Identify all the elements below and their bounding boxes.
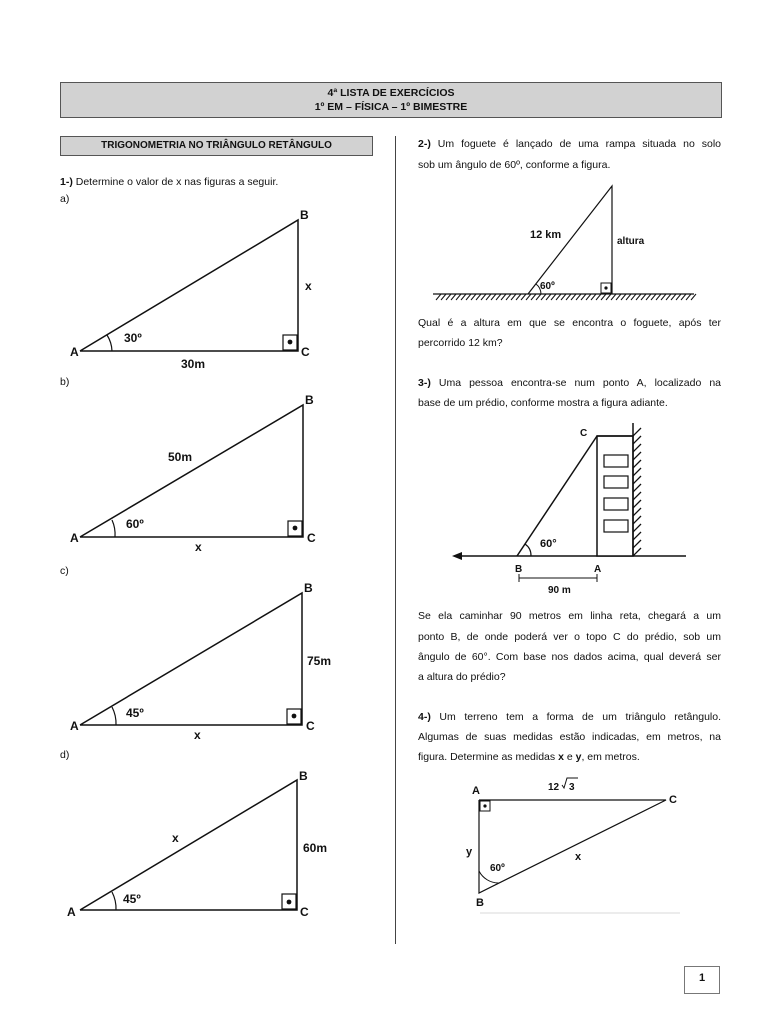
ground-hatch-mark (636, 294, 641, 300)
ground-hatch-mark (461, 294, 466, 300)
ground-hatch-mark (521, 294, 526, 300)
q1-fig-d-label: d) (60, 749, 70, 761)
ground-hatch-mark (561, 294, 566, 300)
ground-hatch-mark (646, 294, 651, 300)
q1-text: Determine o valor de x nas figuras a seguir. (72, 176, 279, 188)
fig-b-vertex-a: A (70, 531, 79, 545)
ground-hatch-mark (616, 294, 621, 300)
wall-hatch-mark (633, 492, 641, 500)
ground-hatch-mark (631, 294, 636, 300)
q3-text-line3: ângulo de 60°. Com base nos dados acima, qual deverá ser (418, 651, 721, 663)
ground-hatch-mark (496, 294, 501, 300)
wall-hatch-mark (633, 532, 641, 540)
ground-hatch-mark (556, 294, 561, 300)
land-top-coefficient: 12 (548, 782, 560, 793)
triangle-figure-d (67, 769, 327, 919)
ground-hatch-mark (681, 294, 686, 300)
fig-d-vertical-label: 60m (303, 841, 328, 855)
q2-number: 2-) (418, 138, 431, 150)
q4-var-y: y (575, 751, 582, 763)
ground-hatch-mark (641, 294, 646, 300)
ground-hatch-mark (516, 294, 521, 300)
building-distance-label: 90 m (548, 585, 571, 596)
land-top-radicand: 3 (569, 782, 575, 793)
ground-hatch-mark (481, 294, 486, 300)
ground-hatch-mark (486, 294, 491, 300)
q2-question-line2: percorrido 12 km? (418, 337, 503, 349)
ground-hatch-mark (576, 294, 581, 300)
fig-a-vertex-b: B (300, 208, 309, 222)
q4-line3: figura. Determine as medidas x e y, em metros. (418, 751, 640, 763)
land-vertex-a: A (472, 785, 480, 797)
header-title: 4ª LISTA DE EXERCÍCIOS (327, 87, 455, 99)
building-point-b: B (515, 564, 523, 575)
wall-hatch-mark (633, 500, 641, 508)
fig-d-angle-label: 45º (123, 892, 141, 906)
land-side-y: y (466, 846, 473, 858)
ground-hatch-mark (476, 294, 481, 300)
ground-hatch-mark (661, 294, 666, 300)
fig-b-vertex-b: B (305, 393, 314, 407)
ground-hatch-mark (546, 294, 551, 300)
ground-hatch-mark (531, 294, 536, 300)
fig-c-base-label: x (194, 728, 201, 742)
q3-text-line1: Se ela caminhar 90 metros em linha reta, chegará a um (418, 610, 721, 622)
building-figure (452, 423, 686, 596)
ground-hatch-mark (621, 294, 626, 300)
q3-text-line4: a altura do prédio? (418, 671, 506, 683)
land-triangle-figure (466, 778, 680, 913)
building-vertex-c: C (580, 428, 588, 439)
ground-hatch-mark (441, 294, 446, 300)
ground-hatch-mark (601, 294, 606, 300)
ground-hatch-mark (666, 294, 671, 300)
fig-c-vertical-label: 75m (307, 654, 332, 668)
q3-line2: base de um prédio, conforme mostra a figura adiante. (418, 397, 668, 409)
ground-hatch-mark (586, 294, 591, 300)
q1-fig-c-label: c) (60, 565, 69, 577)
ground-hatch-mark (626, 294, 631, 300)
wall-hatch-mark (633, 508, 641, 516)
fig-c-vertex-c: C (306, 719, 315, 733)
building-window (604, 476, 628, 488)
rocket-height-label: altura (617, 236, 645, 247)
ground-hatch-mark (611, 294, 616, 300)
wall-hatch-mark (633, 460, 641, 468)
ground-hatch-mark (491, 294, 496, 300)
ground-hatch-mark (671, 294, 676, 300)
fig-c-angle-label: 45º (126, 706, 144, 720)
wall-hatch-mark (633, 476, 641, 484)
fig-b-vertex-c: C (307, 531, 316, 545)
fig-b-angle-label: 60º (126, 517, 144, 531)
land-angle-label: 60º (490, 863, 505, 874)
ground-hatch-mark (551, 294, 556, 300)
ground-hatch-mark (446, 294, 451, 300)
ground-hatch-mark (451, 294, 456, 300)
q4-line2: Algumas de suas medidas estão indicadas, em metros, na (418, 731, 721, 743)
wall-hatch-mark (633, 468, 641, 476)
q3-number: 3-) (418, 377, 431, 389)
wall-hatch-mark (633, 436, 641, 444)
ground-hatch-mark (506, 294, 511, 300)
ground-hatch-mark (571, 294, 576, 300)
fig-b-base-label: x (195, 540, 202, 554)
ground-hatch-mark (456, 294, 461, 300)
q4-var-x: x (558, 751, 564, 763)
building-window (604, 520, 628, 532)
ground-hatch-mark (596, 294, 601, 300)
fig-c-vertex-b: B (304, 581, 313, 595)
q4-line1: 4-) Um terreno tem a forma de um triângulo retângulo. (418, 711, 721, 723)
triangle-figure-b (70, 393, 316, 554)
ground-hatch-mark (566, 294, 571, 300)
q1-fig-b-label: b) (60, 376, 70, 388)
wall-hatch-mark (633, 444, 641, 452)
fig-d-hypotenuse-label: x (172, 831, 179, 845)
building-angle-label: 60° (540, 538, 557, 550)
q4-number: 4-) (418, 711, 431, 723)
page-number: 1 (684, 966, 720, 994)
wall-hatch-mark (633, 540, 641, 548)
land-vertex-b: B (476, 897, 484, 909)
fig-d-vertex-b: B (299, 769, 308, 783)
ground-hatch-mark (471, 294, 476, 300)
ground-hatch-mark (501, 294, 506, 300)
rocket-angle-label: 60º (540, 281, 555, 292)
rocket-ramp-figure (433, 186, 696, 300)
q3-text-line2: ponto B, de onde poderá ver o topo C do prédio, sob um (418, 631, 721, 643)
ground-hatch-mark (606, 294, 611, 300)
ground-hatch-mark (466, 294, 471, 300)
ground-hatch-mark (536, 294, 541, 300)
ground-hatch-mark (686, 294, 691, 300)
wall-hatch-mark (633, 484, 641, 492)
fig-b-hypotenuse-label: 50m (168, 450, 193, 464)
fig-d-vertex-a: A (67, 905, 76, 919)
q1-number: 1-) (60, 176, 73, 188)
header-subtitle: 1º EM – FÍSICA – 1º BIMESTRE (314, 101, 468, 113)
ground-hatch-mark (656, 294, 661, 300)
ground-hatch-mark (436, 294, 441, 300)
ground-hatch-mark (526, 294, 531, 300)
fig-a-base-label: 30m (181, 357, 206, 371)
ground-hatch-mark (581, 294, 586, 300)
wall-hatch-mark (633, 516, 641, 524)
ground-hatch-mark (541, 294, 546, 300)
fig-a-vertical-label: x (305, 279, 312, 293)
wall-hatch-mark (633, 524, 641, 532)
fig-d-vertex-c: C (300, 905, 309, 919)
fig-a-vertex-a: A (70, 345, 79, 359)
building-window (604, 498, 628, 510)
triangle-figure-a (70, 208, 312, 371)
fig-a-angle-label: 30º (124, 331, 142, 345)
q3-line1: 3-) Uma pessoa encontra-se num ponto A, localizado na (418, 377, 721, 389)
wall-hatch-mark (633, 548, 641, 556)
ground-hatch-mark (591, 294, 596, 300)
q1-fig-a-label: a) (60, 193, 70, 205)
fig-c-vertex-a: A (70, 719, 79, 733)
wall-hatch-mark (633, 428, 641, 436)
land-hypotenuse-x: x (575, 851, 582, 863)
ground-hatch-mark (511, 294, 516, 300)
q2-line2: sob um ângulo de 60º, conforme a figura. (418, 159, 611, 171)
building-window (604, 455, 628, 467)
ground-hatch-mark (651, 294, 656, 300)
q2-question-line1: Qual é a altura em que se encontra o foguete, após ter (418, 317, 721, 329)
rocket-hypotenuse-label: 12 km (530, 229, 562, 241)
land-vertex-c: C (669, 794, 677, 806)
ground-hatch-mark (691, 294, 696, 300)
wall-hatch-mark (633, 452, 641, 460)
q2-line1: 2-) Um foguete é lançado de uma rampa situada no solo (418, 138, 721, 150)
ground-hatch-mark (676, 294, 681, 300)
triangle-figure-c (70, 581, 331, 742)
building-point-a: A (594, 564, 602, 575)
fig-a-vertex-c: C (301, 345, 310, 359)
section-title: TRIGONOMETRIA NO TRIÂNGULO RETÂNGULO (60, 136, 373, 156)
